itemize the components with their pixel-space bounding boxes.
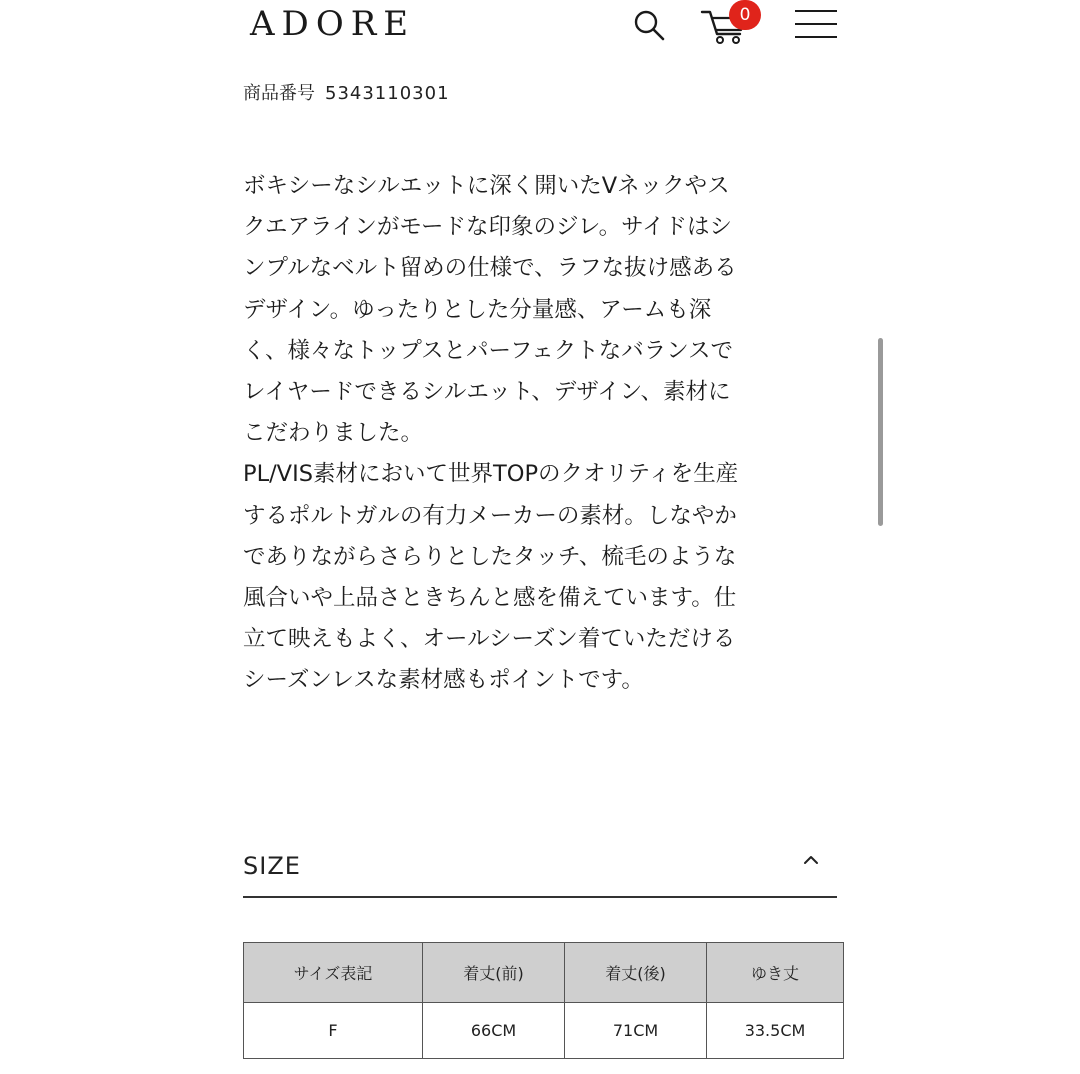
size-table-cell: 66CM	[423, 1003, 565, 1059]
menu-button[interactable]	[795, 8, 837, 40]
size-table-cell: 33.5CM	[707, 1003, 844, 1059]
site-header	[0, 0, 1080, 60]
size-section-title: SIZE	[243, 852, 301, 880]
size-table-header: 着丈(前)	[423, 943, 565, 1003]
size-toggle-button[interactable]	[801, 850, 821, 870]
size-table	[243, 942, 844, 1059]
cart-count-badge: 0	[729, 0, 761, 30]
scrollbar-thumb[interactable]	[878, 338, 883, 526]
size-table-header: ゆき丈	[707, 943, 844, 1003]
product-code-label: 商品番号	[243, 83, 315, 104]
size-table-row	[244, 1003, 844, 1059]
size-table-header-row	[244, 943, 844, 1003]
hamburger-line	[795, 23, 837, 25]
chevron-up-icon	[801, 850, 821, 870]
size-accordion-header[interactable]	[243, 840, 837, 898]
product-code	[243, 80, 450, 108]
hamburger-line	[795, 36, 837, 38]
product-description: ボキシーなシルエットに深く開いたVネックやス クエアラインがモードな印象のジレ。サイドはシ ンプルなベルト留めの仕様で、ラフな抜け感ある デザイン。ゆったりとした分量感、アームも深 く、様々なトップスとパーフェクトなバランスで レイヤードできるシルエット、デザイン、素材に こだわりました。 PL/VIS素材において世界TOPのクオリティを生産 するポルトガルの有力メーカーの素材。しなやか でありながらさらりとしたタッチ、梳毛のような 風合いや上品さときちんと感を備えています。仕 立て映えもよく、オールシーズン着ていただける シーズンレスな素材感もポイントです。	[243, 173, 739, 694]
size-table-header: サイズ表記	[244, 943, 423, 1003]
hamburger-menu-icon	[795, 10, 837, 12]
size-table-cell: F	[244, 1003, 423, 1059]
size-table-cell: 71CM	[565, 1003, 707, 1059]
search-button[interactable]	[632, 8, 666, 42]
search-icon	[632, 8, 666, 42]
size-table-header: 着丈(後)	[565, 943, 707, 1003]
product-code-value: 5343110301	[325, 83, 450, 104]
brand-logo[interactable]: ADORE	[250, 4, 416, 44]
